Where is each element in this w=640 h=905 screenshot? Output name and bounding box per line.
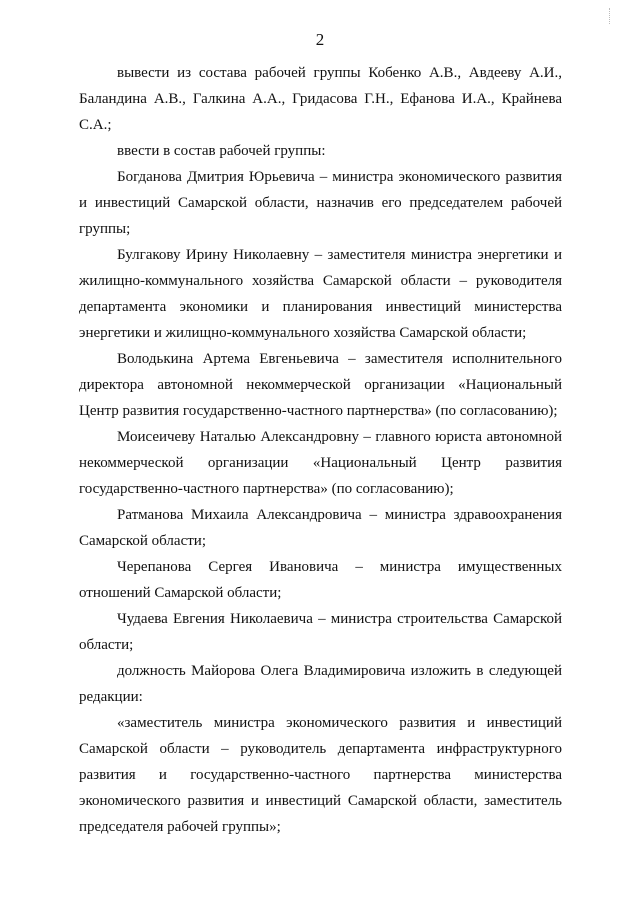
paragraph-chudaev: Чудаева Евгения Николаевича – министра строительства Самарской области;	[79, 611, 562, 653]
paragraph-bulgakova: Булгакову Ирину Николаевну – заместителя министра энергетики и жилищно-коммунального хозяйства Самарской области – руководителя департамента экономики и планирования инвестиций министерства энергетики и жилищно-коммунального хозяйства Самарской области;	[79, 247, 562, 341]
paragraph-mayorov-new-title: «заместитель министра экономического развития и инвестиций Самарской области – руководитель департамента инфраструктурного развития и государственно-частного партнерства министерства экономического развития и инвестиций Самарской области, заместитель председателя рабочей группы»;	[79, 715, 562, 835]
paragraph-remove-members: вывести из состава рабочей группы Кобенко А.В., Авдееву А.И., Баландина А.В., Галкина А.А., Гридасова Г.Н., Ефанова И.А., Крайнева С.А.;	[79, 65, 562, 133]
paragraph-cherepanov: Черепанова Сергея Ивановича – министра имущественных отношений Самарской области;	[79, 559, 562, 601]
paragraph-volodkin: Володькина Артема Евгеньевича – заместителя исполнительного директора автономной некоммерческой организации «Национальный Центр развития государственно-частного партнерства» (по согласованию);	[79, 351, 562, 419]
paragraph-add-members-intro: ввести в состав рабочей группы:	[117, 143, 326, 159]
page-number: 2	[315, 30, 325, 49]
document-body	[79, 60, 562, 840]
scan-artifact	[607, 8, 610, 24]
paragraph-bogdanov: Богданова Дмитрия Юрьевича – министра экономического развития и инвестиций Самарской области, назначив его председателем рабочей группы;	[79, 169, 562, 237]
paragraph-mayorov-position: должность Майорова Олега Владимировича изложить в следующей редакции:	[79, 663, 562, 705]
paragraph-moiseicheva: Моисеичеву Наталью Александровну – главного юриста автономной некоммерческой организации «Национальный Центр развития государственно-частного партнерства» (по согласованию);	[79, 429, 562, 497]
paragraph-ratmanov: Ратманова Михаила Александровича – министра здравоохранения Самарской области;	[79, 507, 562, 549]
